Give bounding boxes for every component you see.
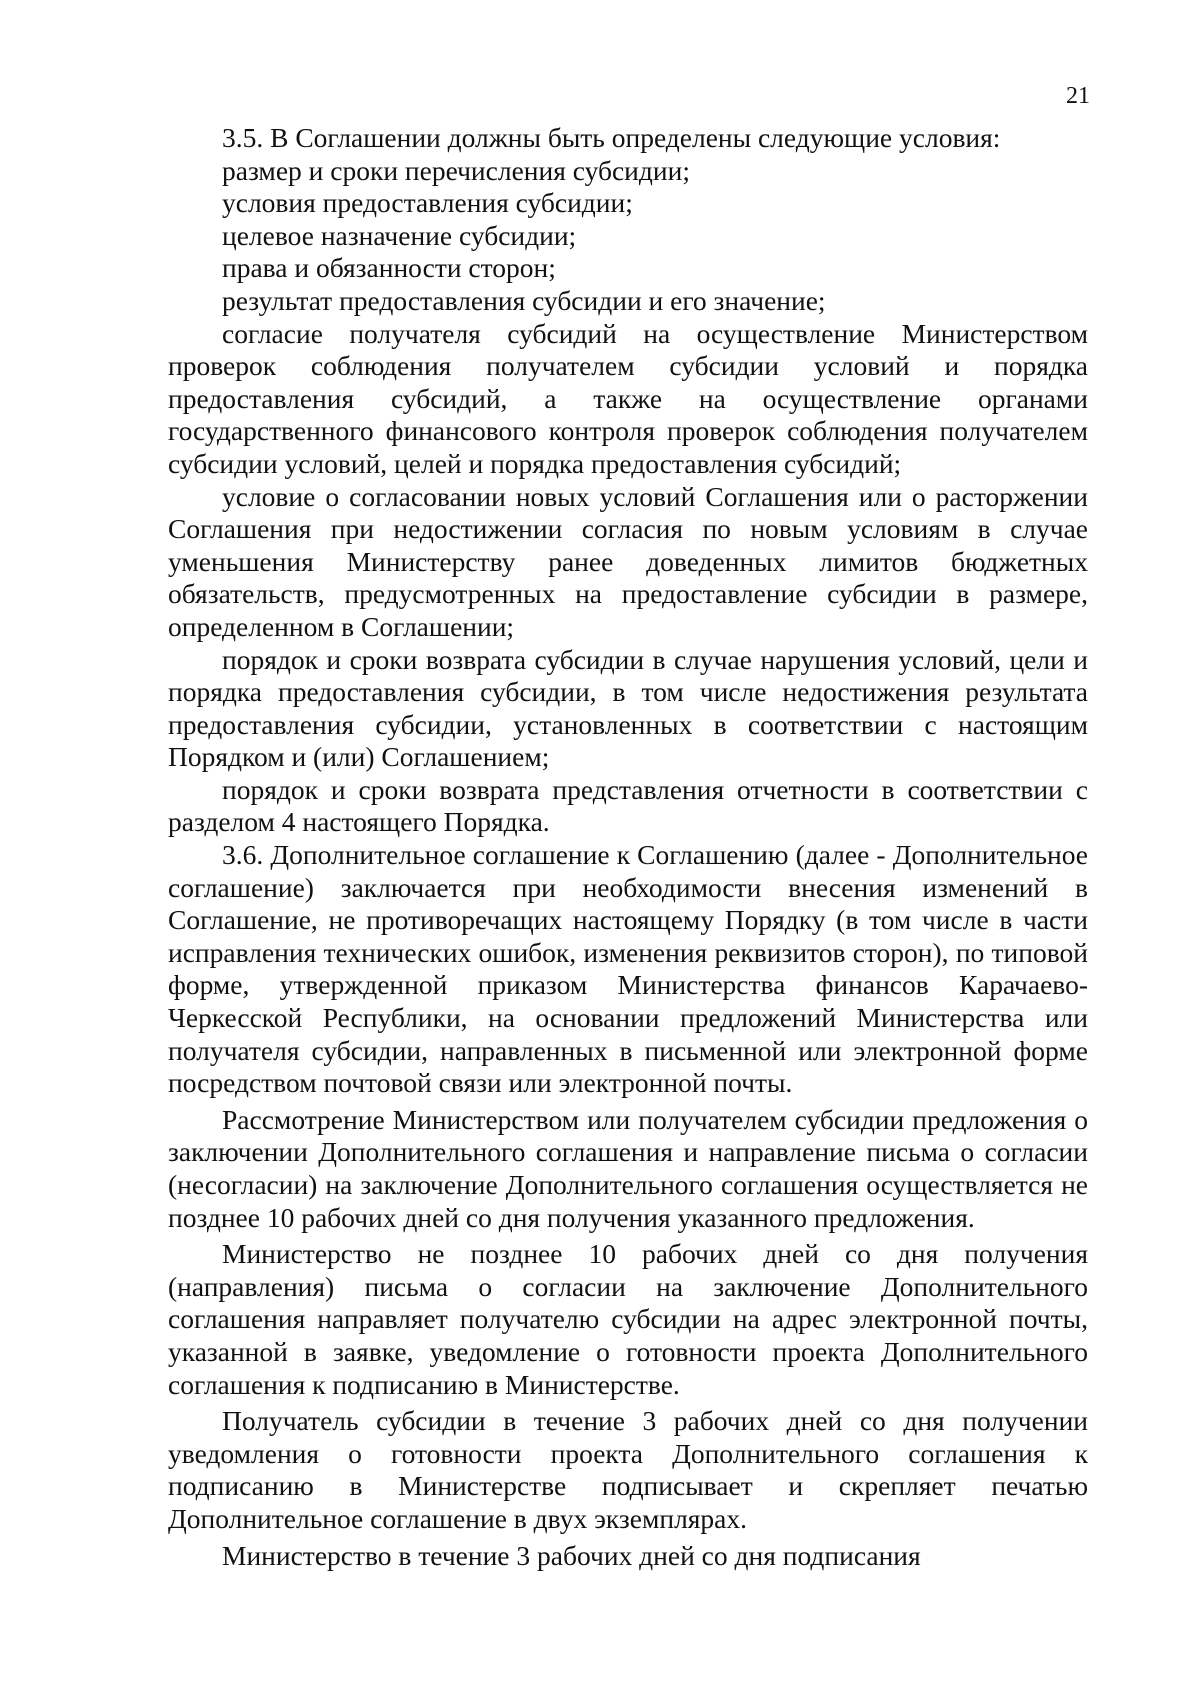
list-item-rights-duties: права и обязанности сторон; [222, 252, 556, 284]
paragraph-3-5-heading: 3.5. В Соглашении должны быть определены следующие условия: [222, 122, 1001, 153]
paragraph-review-proposal: Рассмотрение Министерством или получателем субсидии предложения о заключении Дополнительного соглашения и направление письма о согласии (несогласии) на заключение Дополнительного соглашения осуществляется не позднее 10 рабочих дней со дня получения указанного предложения. [168, 1103, 1088, 1233]
paragraph-ministry-notification: Министерство не позднее 10 рабочих дней со дня получения (направления) письма о согласии на заключение Дополнительного соглашения направляет получателю субсидии на адрес электронной почты, указанной в заявке, уведомление о готовности проекта Дополнительного соглашения к подписанию в Министерстве. [168, 1238, 1088, 1400]
list-item-amount-terms: размер и сроки перечисления субсидии; [222, 154, 690, 186]
document-body [168, 122, 1088, 1572]
page-number: 21 [1066, 83, 1090, 109]
paragraph-refund-order: порядок и сроки возврата субсидии в случае нарушения условий, цели и порядка предоставления субсидии, в том числе недостижения результата предоставления субсидии, установленных в соответствии с настоящим Порядком и (или) Соглашением; [168, 643, 1088, 773]
list-item-conditions: условия предоставления субсидии; [222, 187, 633, 219]
paragraph-consent-inspections: согласие получателя субсидий на осуществление Министерством проверок соблюдения получателем субсидии условий и порядка предоставления субсидий, а также на осуществление органами государственного финансового контроля проверок соблюдения получателем субсидии условий, целей и порядка предоставления субсидий; [168, 317, 1088, 479]
paragraph-reporting-order: порядок и сроки возврата представления отчетности в соответствии с разделом 4 настоящего Порядка. [168, 773, 1088, 838]
paragraph-new-conditions: условие о согласовании новых условий Соглашения или о расторжении Соглашения при недостижении согласия по новым условиям в случае уменьшения Министерству ранее доведенных лимитов бюджетных обязательств, предусмотренных на предоставление субсидии в размере, определенном в Соглашении; [168, 480, 1088, 642]
list-item-result: результат предоставления субсидии и его значение; [222, 284, 826, 316]
paragraph-3-6-additional-agreement: 3.6. Дополнительное соглашение к Соглашению (далее - Дополнительное соглашение) заключается при необходимости внесения изменений в Соглашение, не противоречащих настоящему Порядку (в том числе в части исправления технических ошибок, изменения реквизитов сторон), по типовой форме, утвержденной приказом Министерства финансов Карачаево-Черкесской Республики, на основании предложений Министерства или получателя субсидии, направленных в письменной или электронной форме посредством почтовой связи или электронной почты. [168, 839, 1088, 1099]
paragraph-recipient-signing: Получатель субсидии в течение 3 рабочих дней со дня получении уведомления о готовности проекта Дополнительного соглашения к подписанию в Министерстве подписывает и скрепляет печатью Дополнительное соглашение в двух экземплярах. [168, 1405, 1088, 1534]
list-item-purpose: целевое назначение субсидии; [222, 219, 577, 251]
paragraph-ministry-signing: Министерство в течение 3 рабочих дней со дня подписания [222, 1539, 921, 1571]
